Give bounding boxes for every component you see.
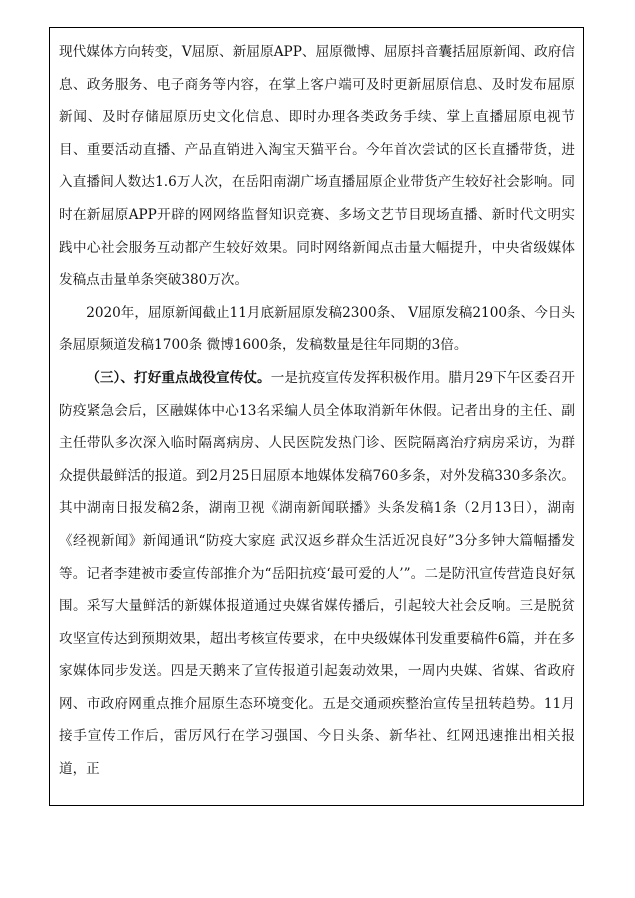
document-text-box [49, 27, 584, 806]
paragraph-1: 现代媒体方向转变，V屈原、新屈原APP、屈原微博、屈原抖音囊括屈原新闻、政府信息、政务服务、电子商务等内容，在掌上客户端可及时更新屈原信息、及时发布屈原新闻、及时存储屈原历史文化信息、即时办理各类政务手续、掌上直播屈原电视节目、重要活动直播、产品直销进入淘宝天猫平台。今年首次尝试的区长直播带货，进入直播间人数达1.6万人次，在岳阳南湖广场直播屈原企业带货产生较好社会影响。同时在新屈原APP开辟的网网络监督知识竞赛、多场文艺节目现场直播、新时代文明实践中心社会服务互动都产生较好效果。同时网络新闻点击量大幅提升，中央省级媒体发稿点击量单条突破380万次。 [59, 44, 575, 289]
section-body: 一是抗疫宣传发挥积极作用。腊月29下午区委召开防疫紧急会后，区融媒体中心13名采编人员全体取消新年休假。记者出身的主任、副主任带队多次深入临时隔离病房、人民医院发热门诊、医院隔离治疗病房采访，为群众提供最鲜活的报道。到2月25日屈原本地媒体发稿760多条，对外发稿330多条次。其中湖南日报发稿2条，湖南卫视《湖南新闻联播》头条发稿1条（2月13日），湖南《经视新闻》新闻通讯“防疫大家庭 武汉返乡群众生活近况良好”3分多钟大篇幅播发等。记者李建被市委宣传部推介为“岳阳抗疫‘最可爱的人’”。二是防汛宣传营造良好氛围。采写大量鲜活的新媒体报道通过央媒省媒传播后，引起较大社会反响。三是脱贫攻坚宣传达到预期效果，超出考核宣传要求，在中央级媒体刊发重要稿件6篇，并在多家媒体同步发送。四是天鹅来了宣传报道引起轰动效果，一周内央媒、省媒、省政府网、市政府网重点推介屈原生态环境变化。五是交通顽疾整治宣传呈扭转趋势。11月接手宣传工作后，雷厉风行在学习强国、今日头条、新华社、红网迅速推出相关报道，正 [59, 369, 576, 778]
paragraph-3 [59, 362, 575, 786]
section-heading: （三）、打好重点战役宣传仗。 [86, 369, 271, 386]
paragraph-2: 2020年，屈原新闻截止11月底新屈原发稿2300条、 V屈原发稿2100条、今日头条屈原频道发稿1700条 微博1600条，发稿数量是往年同期的3倍。 [59, 304, 575, 354]
